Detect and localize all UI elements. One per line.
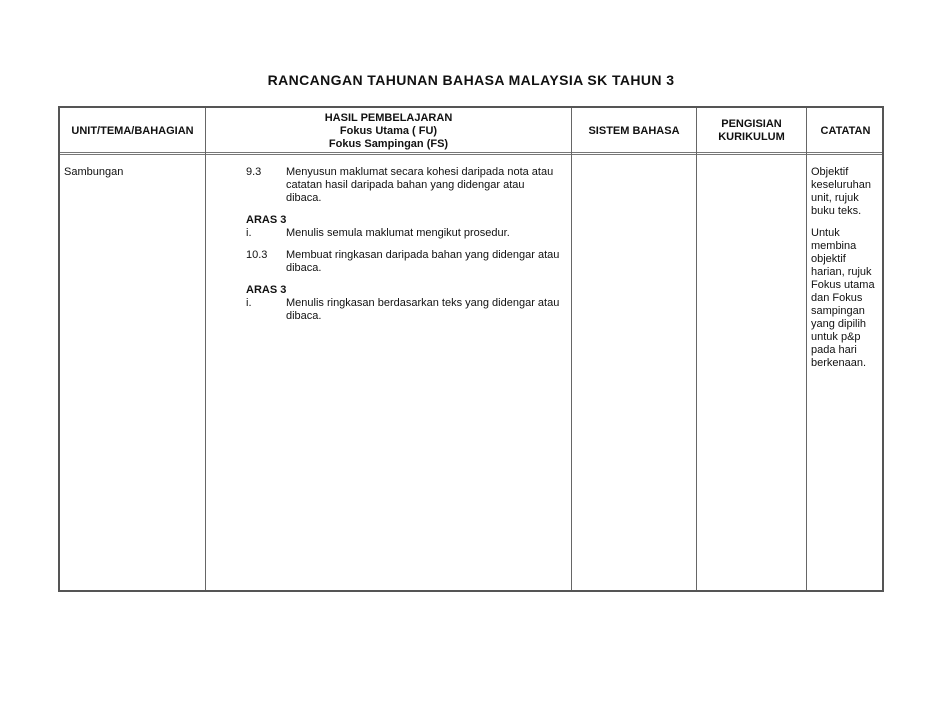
hasil-subitem-text: Menulis semula maklumat mengikut prosedur. — [286, 227, 510, 239]
hasil-subitem-text — [286, 297, 566, 323]
header-sistem — [572, 108, 696, 154]
hasil-subitem-number: i. — [246, 227, 252, 239]
header-catatan-label: CATATAN — [820, 124, 871, 137]
catatan-line: untuk p&p — [811, 331, 861, 343]
header-hasil-line1: HASIL PEMBELAJARAN — [324, 111, 453, 124]
hasil-line: dibaca. — [286, 262, 322, 274]
catatan-line: berkenaan. — [811, 357, 867, 369]
hasil-item-10-3 — [246, 249, 566, 275]
header-hasil-line3: Fokus Sampingan (FS) — [328, 137, 449, 150]
hasil-item-number: 9.3 — [246, 166, 262, 178]
catatan-line: harian, rujuk — [811, 266, 872, 278]
hasil-line: Menulis ringkasan berdasarkan teks yang didengar atau — [286, 297, 560, 309]
cell-unit-text: Sambungan — [64, 166, 124, 178]
catatan-line: yang dipilih — [811, 318, 867, 330]
hasil-subitem — [246, 297, 566, 323]
hasil-item-text — [286, 249, 566, 275]
header-catatan — [807, 108, 884, 154]
catatan-line: Untuk — [811, 227, 840, 239]
aras-label: ARAS 3 — [246, 214, 287, 226]
cell-hasil — [246, 166, 566, 323]
col-divider-1 — [205, 108, 206, 590]
hasil-line: catatan hasil daripada bahan yang didengar atau — [286, 179, 525, 191]
cell-catatan — [811, 166, 883, 370]
hasil-line: dibaca. — [286, 310, 322, 322]
catatan-line: objektif — [811, 253, 846, 265]
hasil-line: dibaca. — [286, 192, 322, 204]
catatan-line: unit, rujuk — [811, 192, 859, 204]
header-hasil — [206, 108, 571, 154]
col-divider-4 — [806, 108, 807, 590]
catatan-line: buku teks. — [811, 205, 862, 217]
col-divider-2 — [571, 108, 572, 590]
catatan-line: pada hari — [811, 344, 857, 356]
hasil-line: Menyusun maklumat secara kohesi daripada nota atau — [286, 166, 554, 178]
catatan-line: keseluruhan — [811, 179, 871, 191]
document-title: RANCANGAN TAHUNAN BAHASA MALAYSIA SK TAHUN 3 — [267, 72, 675, 88]
header-sistem-label: SISTEM BAHASA — [588, 124, 680, 137]
catatan-line: Fokus utama — [811, 279, 875, 291]
hasil-subitem — [246, 227, 566, 240]
catatan-line: sampingan — [811, 305, 865, 317]
catatan-block-1 — [811, 166, 883, 218]
catatan-line: Objektif — [811, 166, 849, 178]
hasil-item-number: 10.3 — [246, 249, 268, 261]
hasil-subitem-number: i. — [246, 297, 252, 309]
col-divider-3 — [696, 108, 697, 590]
catatan-line: membina — [811, 240, 857, 252]
header-pengisian-line1: PENGISIAN — [721, 118, 782, 130]
cell-unit — [64, 166, 123, 179]
header-hasil-line2: Fokus Utama ( FU) — [339, 124, 438, 137]
catatan-line: dan Fokus — [811, 292, 863, 304]
header-unit — [60, 108, 205, 154]
catatan-block-2 — [811, 227, 883, 370]
plan-table — [58, 106, 884, 592]
header-pengisian-line2: KURIKULUM — [718, 131, 785, 143]
header-unit-label: UNIT/TEMA/BAHAGIAN — [71, 124, 194, 137]
hasil-item-text — [286, 166, 566, 205]
hasil-line: Membuat ringkasan daripada bahan yang didengar atau — [286, 249, 560, 261]
header-pengisian — [697, 108, 806, 154]
hasil-item-9-3 — [246, 166, 566, 205]
aras-label: ARAS 3 — [246, 284, 287, 296]
